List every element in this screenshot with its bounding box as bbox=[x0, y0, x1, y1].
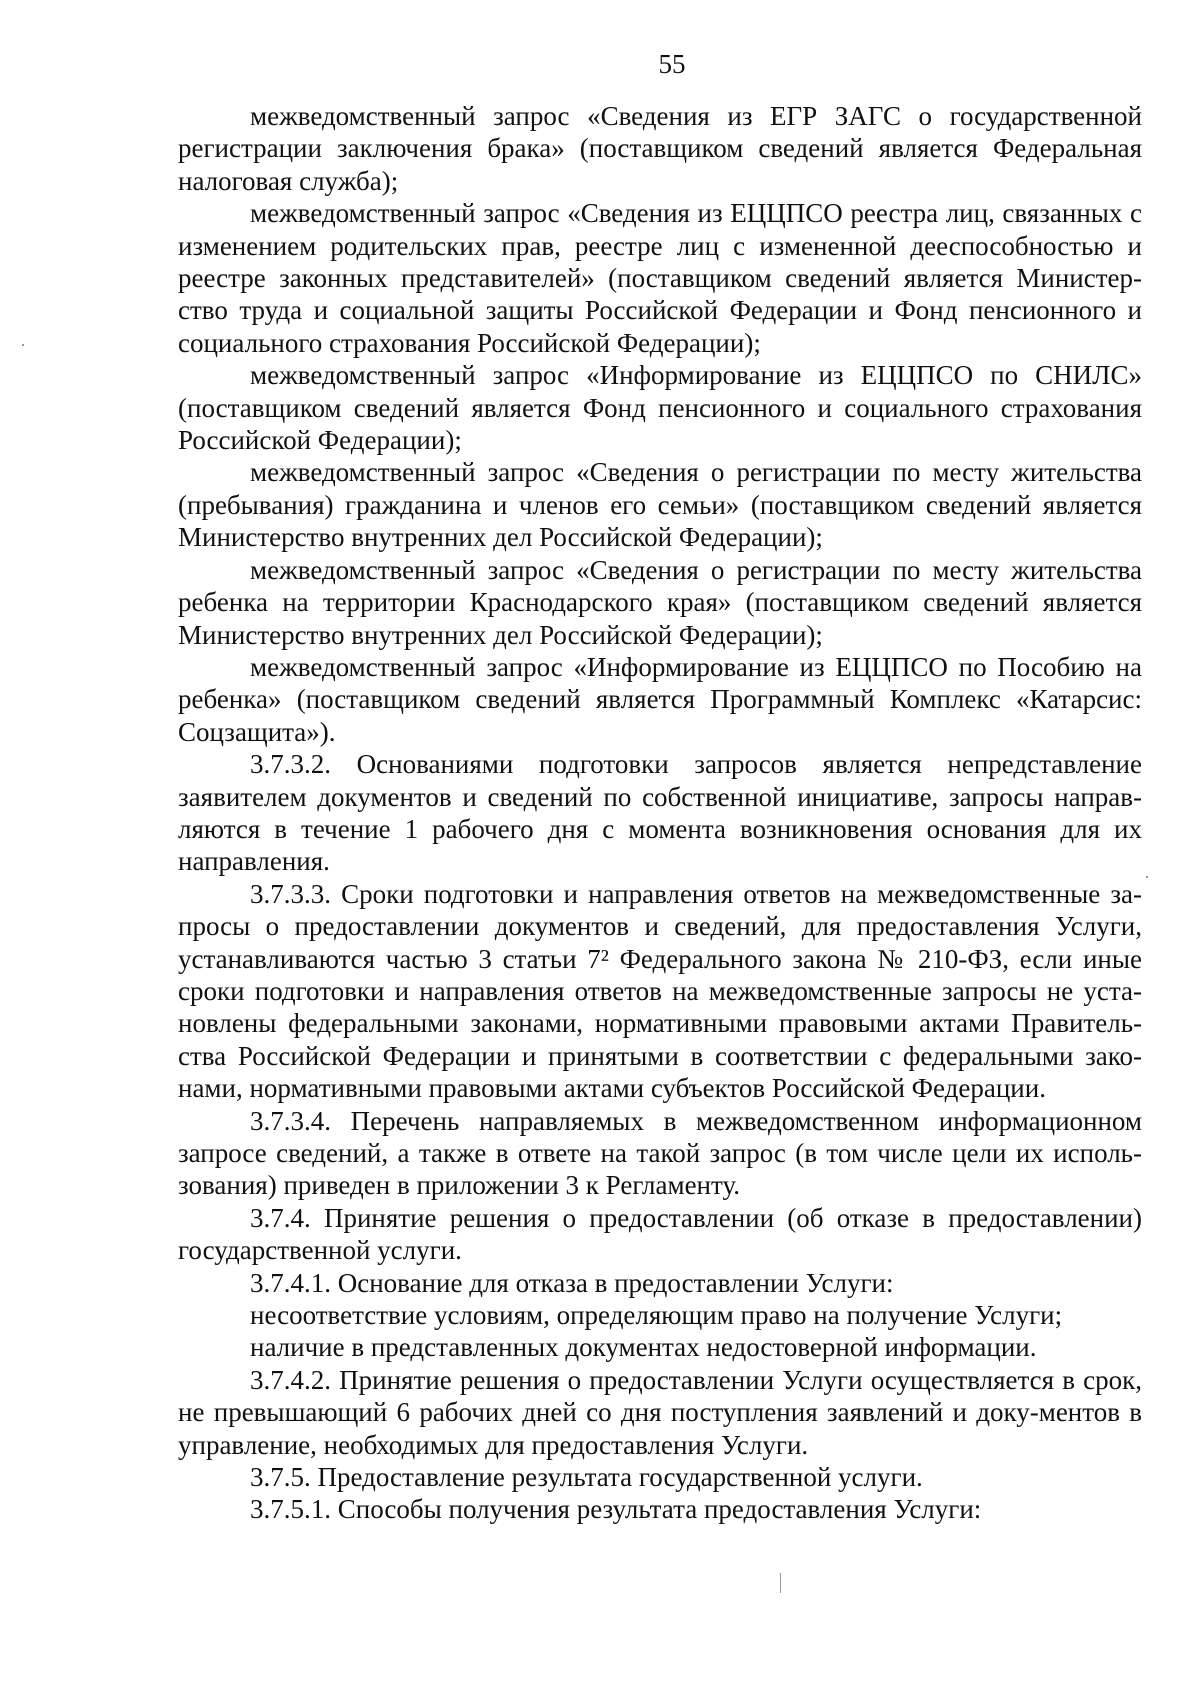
page-number: 55 bbox=[658, 49, 686, 79]
paragraph-3-7-4-2: 3.7.4.2. Принятие решения о предоставлении Услуги осуществляется в срок, не превышающий 6 рабочих дней со дня поступления заявлений и доку-ментов в управление, необходимых для предоставления Услуги. bbox=[178, 1364, 1142, 1460]
scan-speck bbox=[22, 344, 24, 346]
paragraph-residence-child-request: межведомственный запрос «Сведения о регистрации по месту жительства ребенка на территории Краснодарского края» (поставщиком сведений является Министерство внутренних дел Российской Федерации); bbox=[178, 554, 1142, 650]
paragraph-snils-request: межведомственный запрос «Информирование из ЕЦЦПСО по СНИЛС» (поставщиком сведений является Фонд пенсионного и социального страхования Российской Федерации); bbox=[178, 360, 1142, 456]
paragraph-refusal-reason-1: несоответствие условиям, определяющим право на получение Услуги; bbox=[250, 1300, 1063, 1331]
paragraph-3-7-5-1: 3.7.5.1. Способы получения результата предоставления Услуги: bbox=[250, 1494, 982, 1525]
scan-speck bbox=[780, 1573, 781, 1593]
paragraph-refusal-reason-2: наличие в представленных документах недостоверной информации. bbox=[250, 1332, 1037, 1363]
paragraph-3-7-4: 3.7.4. Принятие решения о предоставлении (об отказе в предоставлении) государственной услуги. bbox=[178, 1202, 1142, 1266]
paragraph-3-7-3-2: 3.7.3.2. Основаниями подготовки запросов является непредставление заявителем документов и сведений по собственной инициативе, запросы направ-ляются в течение 1 рабочего дня с момента возникновения основания для их направления. bbox=[178, 749, 1142, 877]
document-body bbox=[178, 100, 1142, 1526]
paragraph-3-7-3-3: 3.7.3.3. Сроки подготовки и направления ответов на межведомственные за-просы о предоставлении документов и сведений, для предоставления Услуги, устанавливаются частью 3 статьи 7² Федерального закона № 210-ФЗ, если иные сроки подготовки и направления ответов на межведомственные запросы не уста-новлены федеральными законами, нормативными правовыми актами Правитель-ства Российской Федерации и принятыми в соответствии с федеральными зако-нами, нормативными правовыми актами субъектов Российской Федерации. bbox=[178, 878, 1142, 1104]
scan-speck bbox=[1146, 876, 1148, 878]
paragraph-residence-family-request: межведомственный запрос «Сведения о регистрации по месту жительства (пребывания) гражданина и членов его семьи» (поставщиком сведений является Министерство внутренних дел Российской Федерации); bbox=[178, 457, 1142, 553]
paragraph-parental-rights-request: межведомственный запрос «Сведения из ЕЦЦПСО реестра лиц, связанных с изменением родительских прав, реестре лиц с измененной дееспособностью и реестре законных представителей» (поставщиком сведений является Министер-ство труда и социальной защиты Российской Федерации и Фонд пенсионного и социального страхования Российской Федерации); bbox=[178, 198, 1142, 358]
paragraph-3-7-5: 3.7.5. Предоставление результата государственной услуги. bbox=[250, 1462, 923, 1493]
paragraph-egr-zags-request: межведомственный запрос «Сведения из ЕГР ЗАГС о государственной регистрации заключения брака» (поставщиком сведений является Федеральная налоговая служба); bbox=[178, 101, 1142, 196]
paragraph-3-7-3-4: 3.7.3.4. Перечень направляемых в межведомственном информационном запросе сведений, а также в ответе на такой запрос (в том числе цели их исполь-зования) приведен в приложении 3 к Регламенту. bbox=[178, 1105, 1142, 1201]
paragraph-child-allowance-request: межведомственный запрос «Информирование из ЕЦЦПСО по Пособию на ребенка» (поставщиком сведений является Программный Комплекс «Катарсис: Соцзащита»). bbox=[178, 651, 1142, 747]
paragraph-3-7-4-1: 3.7.4.1. Основание для отказа в предоставлении Услуги: bbox=[250, 1267, 894, 1298]
